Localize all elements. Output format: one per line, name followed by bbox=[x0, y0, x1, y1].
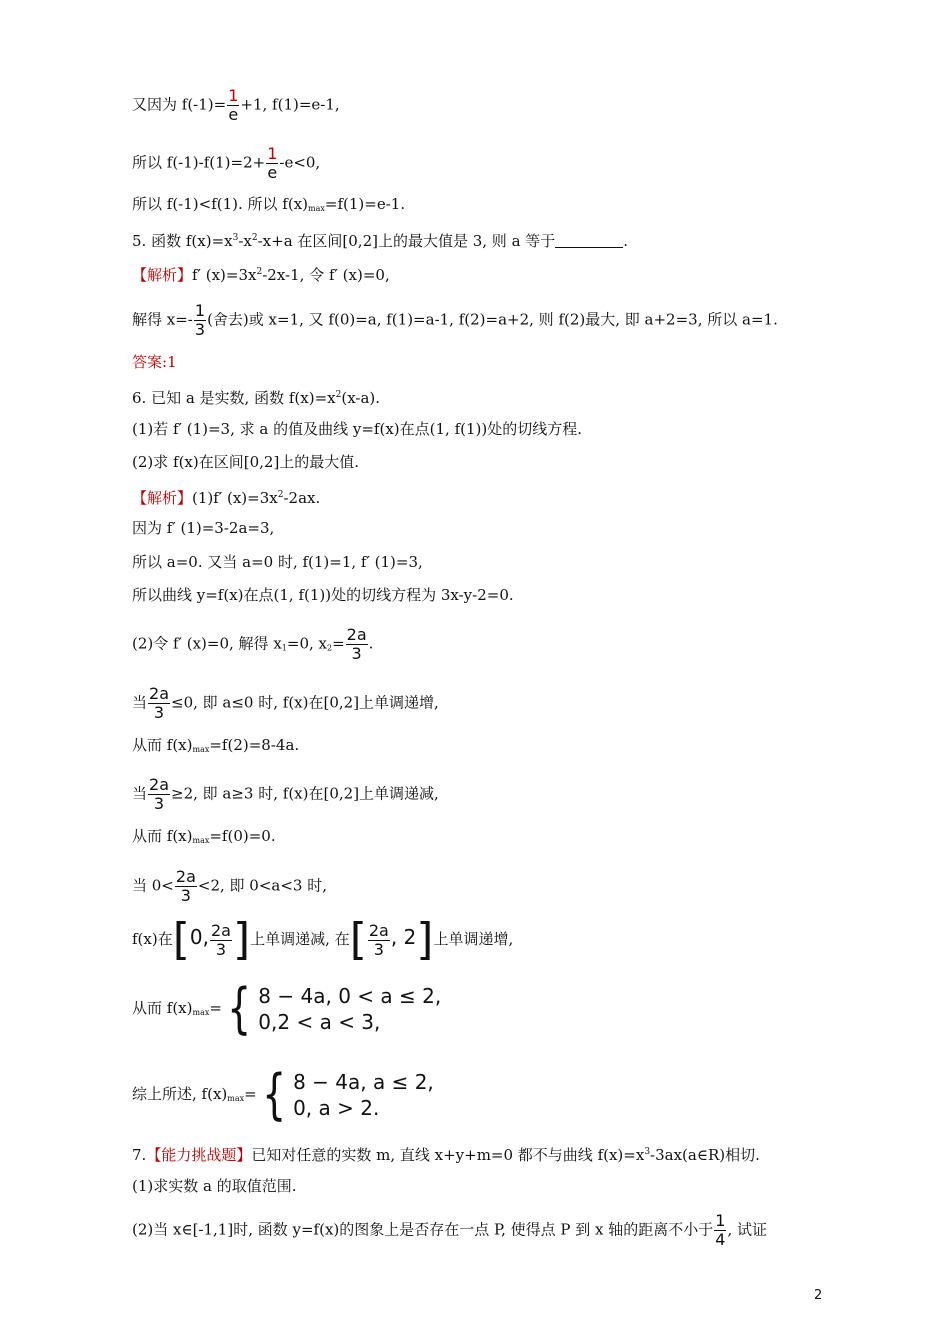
question-6: 6. 已知 a 是实数, 函数 $f(x)=x^2(x-a)$. bbox=[132, 389, 381, 407]
question-7-part1: (1)求实数 a 的取值范围. bbox=[132, 1177, 297, 1195]
solution-line: 当 0< $\frac{2a}{3}$ <2, 即 0<a<3 时, bbox=[132, 867, 327, 905]
text: 又因为 f(-1)= bbox=[132, 95, 227, 114]
text-line bbox=[132, 145, 320, 182]
challenge-tag: 【能力挑战题】 bbox=[146, 1146, 252, 1164]
text: +1, f(1)=e-1, bbox=[240, 95, 340, 114]
question-6-part1: (1)若 f′ (1)=3, 求 a 的值及曲线 y=f(x)在点(1, f(1))处的切线方程. bbox=[132, 420, 582, 438]
question-6-part2: (2)求 f(x)在区间[0,2]上的最大值. bbox=[132, 453, 360, 471]
solution-line: 因为 f′ (1)=3-2a=3, bbox=[132, 519, 275, 537]
fraction: $\frac{2a}{3}$ bbox=[368, 920, 389, 959]
solution-line: (2)令 f′ (x)=0, 解得 $x_1=0$, $x_2=$ $\frac{2a}{3}$ . bbox=[132, 625, 374, 663]
text: 所以 f(-1)-f(1)=2+ bbox=[132, 153, 266, 172]
fraction: $\frac{2a}{3}$ bbox=[346, 625, 367, 663]
fraction: $\frac{1}{3}$ bbox=[194, 301, 206, 339]
text: -e<0, bbox=[279, 153, 321, 172]
fraction: $\frac{2a}{3}$ bbox=[210, 920, 231, 959]
fraction: $\frac{1}{e}$ bbox=[267, 144, 278, 182]
question-7: 7.【能力挑战题】已知对任意的实数 m, 直线 x+y+m=0 都不与曲线 $f(x)=x^3-3ax(a\in R)$相切. bbox=[132, 1146, 760, 1164]
page-number: 2 bbox=[814, 1288, 823, 1303]
solution-line: 【解析】f′ $(x)=3x^2-2x-1$, 令 f′ (x)=0, bbox=[132, 266, 390, 284]
solution-line: 当 $\frac{2a}{3}$ ≥2, 即 a≥3 时, f(x)在[0,2]上单调递减, bbox=[132, 775, 439, 813]
fraction: $\frac{2a}{3}$ bbox=[149, 775, 169, 813]
solution-line: 从而 $f(x)_{max}=f(0)=0$. bbox=[132, 827, 276, 845]
answer-blank bbox=[555, 233, 623, 248]
jiexi-tag: 【解析】 bbox=[132, 266, 193, 284]
fraction: $\frac{2a}{3}$ bbox=[149, 684, 169, 722]
question-5: 5. 函数 $f(x)=x^3-x^2-x+a$ 在区间[0,2]上的最大值是 3, 则 a 等于 . bbox=[132, 232, 629, 250]
piecewise: { 8 − 4a, a ≤ 2, 0, a > 2. bbox=[261, 1063, 434, 1126]
text-line: 所以 f(-1)<f(1). 所以 $f(x)_{max}=f(1)=e-1$. bbox=[132, 195, 406, 213]
solution-line: f(x)在[0, $\frac{2a}{3}$ ]上单调递减, 在[ $\frac{2a}{3}$ , 2]上单调递增, bbox=[132, 914, 514, 965]
piecewise: { 8 − 4a, 0 < a ≤ 2, 0,2 < a < 3, bbox=[227, 977, 442, 1040]
solution-line: 解得 x=- $\frac{1}{3}$ (舍去)或 x=1, 又 f(0)=a, f(1)=a-1, f(2)=a+2, 则 f(2)最大, 即 a+2=3, 所以 a=1. bbox=[132, 301, 778, 339]
fraction: $\frac{2a}{3}$ bbox=[175, 867, 196, 905]
solution-line: 所以 a=0. 又当 a=0 时, f(1)=1, f′ (1)=3, bbox=[132, 553, 423, 571]
jiexi-tag: 【解析】 bbox=[132, 489, 193, 507]
solution-line: 综上所述, $f(x)_{max}=$ { 8 − 4a, a ≤ 2, 0, a > 2. bbox=[132, 1063, 434, 1126]
solution-line: 从而 $f(x)_{max}=$ { 8 − 4a, 0 < a ≤ 2, 0,2 < a < 3, bbox=[132, 977, 442, 1040]
text-line bbox=[132, 87, 340, 124]
solution-line: 当 $\frac{2a}{3}$ ≤0, 即 a≤0 时, f(x)在[0,2]上单调递增, bbox=[132, 684, 439, 722]
answer-line: 答案:1 bbox=[132, 353, 177, 371]
solution-line: 从而 $f(x)_{max}=f(2)=8-4a$. bbox=[132, 736, 300, 754]
solution-line: 所以曲线 y=f(x)在点(1, f(1))处的切线方程为 3x-y-2=0. bbox=[132, 586, 514, 604]
fraction: $\frac{1}{4}$ bbox=[715, 1211, 726, 1249]
fraction: $\frac{1}{e}$ bbox=[228, 86, 239, 124]
solution-line: 【解析】(1)f′ $(x)=3x^2-2ax$. bbox=[132, 489, 321, 507]
question-7-part2: (2)当 x∈[-1,1]时, 函数 y=f(x)的图象上是否存在一点 P, 使得点 P 到 x 轴的距离不小于 $\frac{1}{4}$ , 试证 bbox=[132, 1211, 767, 1249]
